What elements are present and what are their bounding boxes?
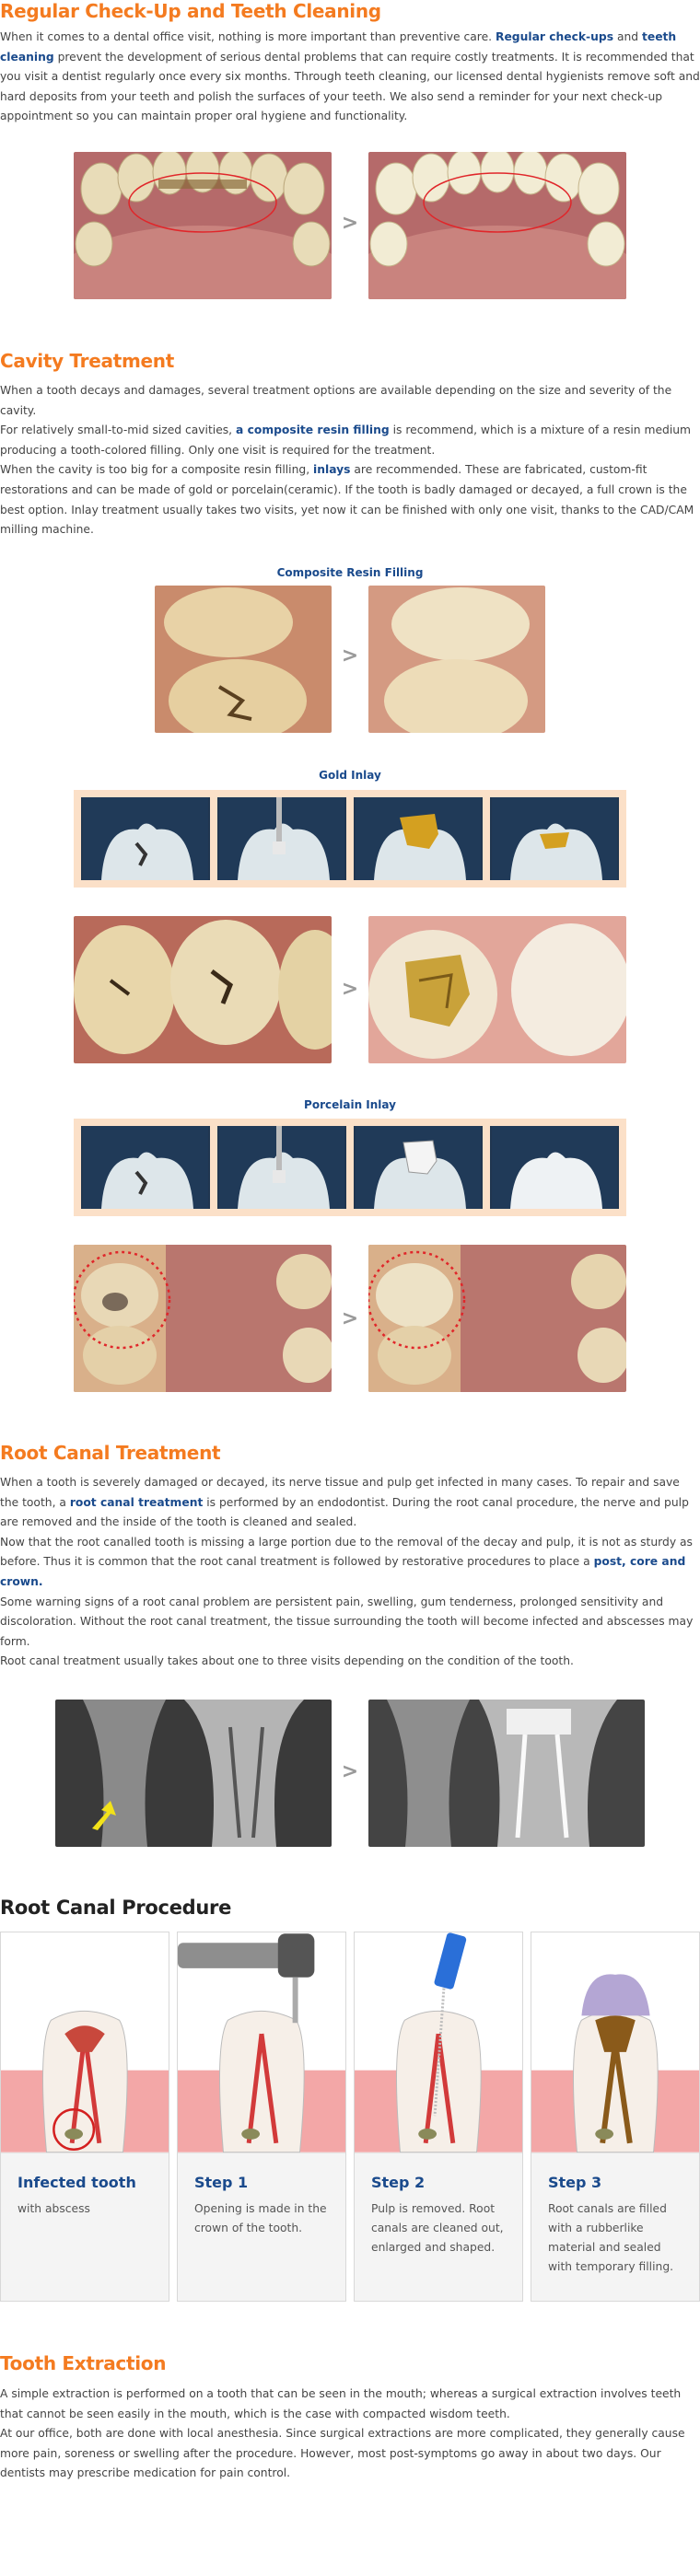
checkup-title: Regular Check-Up and Teeth Cleaning: [0, 0, 381, 22]
gold-step-4-image: [490, 797, 619, 880]
root-canal-paragraph: When a tooth is severely damaged or decayed, its nerve tissue and pulp get infected in many cases. To repair and save the tooth, a root canal treatment is performed by an endodontist. During the root canal procedure, the nerve and pulp are removed and the inside of the tooth is cleaned and sealed. Now that the root canalled tooth is missing a large portion due to the removal of the decay and pulp, it is not as sturdy as before. Thus it is common that the root canal treatment is followed by restorative procedures to place a post, core and crown. Some warning signs of a root canal problem are persistent pain, swelling, gum tenderness, prolonged sensitivity and discoloration. Without the root canal treatment, the tissue surrounding the tooth will become infected and abscesses may form. Root canal treatment usually takes about one to three visits depending on the condition of the tooth.: [0, 1476, 694, 1668]
step-desc-1: Opening is made in the crown of the tooth.: [194, 2202, 327, 2234]
gold-step-3-image: [354, 797, 483, 880]
before-after-arrow-icon: >: [341, 212, 359, 235]
checkup-paragraph: When it comes to a dental office visit, nothing is more important than preventive care. Regular check-ups and teeth cleaning prevent the development of serious dental problems that can require costly treatments. It is recommended that you visit a dentist regularly once every six months. Through teeth cleaning, our licensed dental hygienists remove soft and hard deposits from your teeth and polish the surfaces of your teeth. We also send a reminder for your next check-up appointment so you can maintain proper oral hygiene and functionality.: [0, 30, 700, 123]
teeth-cleaning-link: teeth cleaning: [0, 30, 677, 64]
procedure-steps: [0, 1932, 700, 2302]
gold-step-2-image: [217, 797, 346, 880]
porcelain-inlay-before-photo: [74, 1245, 332, 1392]
procedure-title: Root Canal Procedure: [0, 1897, 232, 1919]
xray-after-image: [368, 1700, 645, 1847]
caption-gold-inlay: Gold Inlay: [319, 769, 381, 782]
porcelain-step-4-image: [490, 1126, 619, 1209]
xray-arrow-icon: >: [341, 1760, 359, 1783]
caption-porcelain-inlay: Porcelain Inlay: [304, 1098, 396, 1111]
root-canal-title: Root Canal Treatment: [0, 1442, 221, 1464]
post-core-crown-link: post, core and crown.: [0, 1555, 686, 1588]
step-title-3: Step 3: [548, 2174, 602, 2191]
step-title-2: Step 2: [371, 2174, 426, 2191]
porcelain-arrow-icon: >: [341, 1307, 359, 1330]
extraction-title: Tooth Extraction: [0, 2352, 167, 2374]
porcelain-step-1-image: [81, 1126, 210, 1209]
procedure-step-2: [354, 1932, 523, 2302]
porcelain-inlay-steps-strip: [74, 1119, 626, 1216]
xray-before-image: [55, 1700, 332, 1847]
cavity-paragraph: When a tooth decays and damages, several treatment options are available depending on the size and severity of the cavity. For relatively small-to-mid sized cavities, a composite resin filling is recommend, which is a mixture of a resin medium producing a tooth-colored filling. Only one visit is required for the treatment. When the cavity is too big for a composite resin filling, inlays are recommended. These are fabricated, custom-fit restorations and can be made of gold or porcelain(ceramic). If the tooth is badly damaged or decayed, a full crown is the best option. Inlay treatment usually takes two visits, yet now it can be finished with only one visit, thanks to the CAD/CAM milling machine.: [0, 384, 694, 537]
root-canal-treatment-link: root canal treatment: [69, 1495, 204, 1509]
porcelain-step-2-image: [217, 1126, 346, 1209]
gold-inlay-steps-strip: [74, 790, 626, 888]
step-desc-3: Root canals are filled with a rubberlike material and sealed with temporary filling.: [548, 2202, 674, 2273]
before-cleaning-photo: [74, 152, 332, 299]
resin-after-photo: [368, 586, 545, 733]
gold-inlay-after-photo: [368, 916, 626, 1063]
caption-composite-resin: Composite Resin Filling: [276, 566, 424, 579]
procedure-step-1: [177, 1932, 346, 2302]
cavity-title: Cavity Treatment: [0, 350, 174, 372]
step-desc-infected: with abscess: [18, 2202, 90, 2215]
resin-arrow-icon: >: [341, 644, 359, 667]
regular-checkups-link: Regular check-ups: [495, 30, 614, 43]
gold-inlay-arrow-icon: >: [341, 978, 359, 1001]
gold-step-1-image: [81, 797, 210, 880]
step-desc-2: Pulp is removed. Root canals are cleaned out, enlarged and shaped.: [371, 2202, 504, 2254]
composite-resin-link: a composite resin filling: [236, 424, 390, 437]
extraction-paragraph: A simple extraction is performed on a tooth that can be seen in the mouth; whereas a surgical extraction involves teeth that cannot be seen easily in the mouth, which is the case with compacted wisdom teeth. At our office, both are done with local anesthesia. Since surgical extractions are more complicated, they generally cause more pain, soreness or swelling after the procedure. However, most post-symptoms go away in about two days. Our dentists may prescribe medication for pain control.: [0, 2387, 685, 2480]
procedure-step-infected: [0, 1932, 169, 2302]
step-title-infected: Infected tooth: [18, 2174, 136, 2191]
gold-inlay-before-photo: [74, 916, 332, 1063]
step-title-1: Step 1: [194, 2174, 249, 2191]
porcelain-inlay-after-photo: [368, 1245, 626, 1392]
after-cleaning-photo: [368, 152, 626, 299]
inlays-link: inlays: [313, 463, 351, 477]
procedure-step-3: [531, 1932, 700, 2302]
porcelain-step-3-image: [354, 1126, 483, 1209]
resin-before-photo: [155, 586, 332, 733]
